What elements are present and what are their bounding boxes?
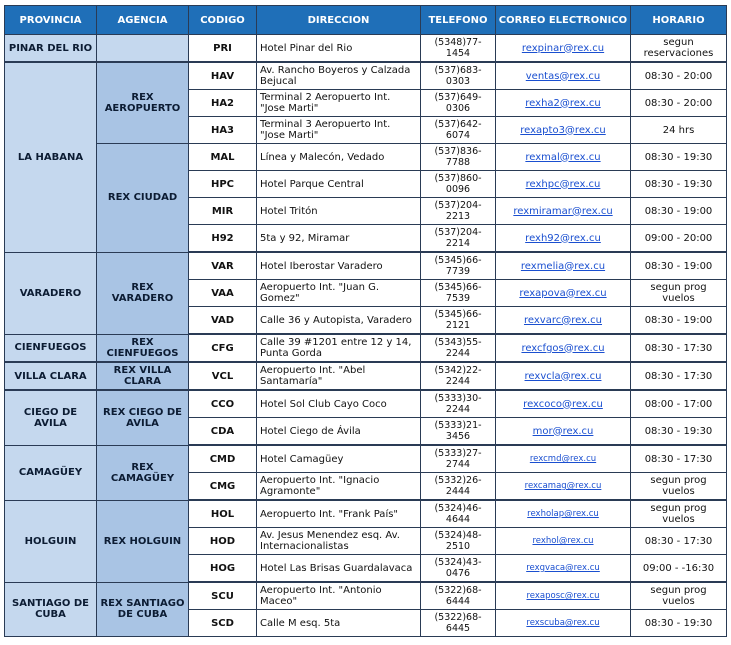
correo-cell	[496, 528, 631, 555]
direccion-cell: Hotel Las Brisas Guardalavaca	[257, 555, 421, 583]
rex-agencies-table	[4, 5, 727, 637]
correo-cell	[496, 473, 631, 501]
email-link[interactable]: rexpinar@rex.cu	[521, 42, 605, 54]
direccion-cell: Aeropuerto Int. "Frank País"	[257, 500, 421, 528]
province-cell: PINAR DEL RIO	[5, 35, 97, 63]
email-link[interactable]: ventas@rex.cu	[525, 70, 601, 82]
telefono-cell: (537)860-0096	[421, 171, 496, 198]
email-link[interactable]: rexmiramar@rex.cu	[513, 205, 613, 217]
telefono-cell: (5348)77-1454	[421, 35, 496, 63]
correo-cell	[496, 252, 631, 280]
email-link[interactable]: rexhol@rex.cu	[532, 536, 594, 546]
correo-cell	[496, 198, 631, 225]
codigo-cell: SCD	[189, 610, 257, 637]
codigo-cell: HAV	[189, 62, 257, 90]
codigo-cell: CDA	[189, 418, 257, 446]
direccion-cell: Hotel Ciego de Ávila	[257, 418, 421, 446]
correo-cell	[496, 418, 631, 446]
email-link[interactable]: rexcmd@rex.cu	[529, 454, 597, 464]
email-link[interactable]: rexmal@rex.cu	[525, 151, 601, 163]
agency-cell: REX AEROPUERTO	[97, 62, 189, 144]
email-link[interactable]: rexcfgos@rex.cu	[521, 342, 605, 354]
direccion-cell: Hotel Camagüey	[257, 445, 421, 473]
codigo-cell: HOD	[189, 528, 257, 555]
agency-cell: REX HOLGUIN	[97, 500, 189, 582]
codigo-cell: HOG	[189, 555, 257, 583]
correo-cell	[496, 610, 631, 637]
horario-cell: 08:30 - 19:30	[631, 144, 727, 171]
province-cell: HOLGUIN	[5, 500, 97, 582]
email-link[interactable]: rexapova@rex.cu	[519, 287, 607, 299]
agency-cell: REX CIENFUEGOS	[97, 334, 189, 362]
codigo-cell: CMG	[189, 473, 257, 501]
email-link[interactable]: rexvarc@rex.cu	[523, 314, 603, 326]
direccion-cell: Hotel Sol Club Cayo Coco	[257, 390, 421, 418]
email-link[interactable]: rexmelia@rex.cu	[520, 260, 606, 272]
telefono-cell: (5324)43-0476	[421, 555, 496, 583]
agency-cell	[97, 35, 189, 63]
telefono-cell: (5322)68-6444	[421, 582, 496, 610]
horario-cell: 24 hrs	[631, 117, 727, 144]
email-link[interactable]: rexha2@rex.cu	[525, 97, 601, 109]
direccion-cell: Calle 36 y Autopista, Varadero	[257, 307, 421, 335]
direccion-cell: Calle M esq. 5ta	[257, 610, 421, 637]
correo-cell	[496, 117, 631, 144]
table-row	[5, 334, 727, 362]
telefono-cell: (5345)66-7739	[421, 252, 496, 280]
header-horario: HORARIO	[631, 6, 727, 35]
direccion-cell: Línea y Malecón, Vedado	[257, 144, 421, 171]
telefono-cell: (537)836-7788	[421, 144, 496, 171]
horario-cell: 08:00 - 17:00	[631, 390, 727, 418]
direccion-cell: Aeropuerto Int. "Juan G. Gomez"	[257, 280, 421, 307]
codigo-cell: CCO	[189, 390, 257, 418]
header-direccion: DIRECCION	[257, 6, 421, 35]
codigo-cell: PRI	[189, 35, 257, 63]
correo-cell	[496, 144, 631, 171]
codigo-cell: MAL	[189, 144, 257, 171]
email-link[interactable]: rexh92@rex.cu	[525, 232, 601, 244]
direccion-cell: Av. Rancho Boyeros y Calzada Bejucal	[257, 62, 421, 90]
email-link[interactable]: rexscuba@rex.cu	[526, 618, 600, 628]
correo-cell	[496, 390, 631, 418]
correo-cell	[496, 35, 631, 63]
email-link[interactable]: rexcoco@rex.cu	[523, 398, 603, 410]
codigo-cell: HA2	[189, 90, 257, 117]
email-link[interactable]: rexapto3@rex.cu	[520, 124, 606, 136]
horario-cell: 08:30 - 19:00	[631, 252, 727, 280]
direccion-cell: Hotel Iberostar Varadero	[257, 252, 421, 280]
email-link[interactable]: rexaposc@rex.cu	[526, 591, 600, 601]
correo-cell	[496, 362, 631, 390]
telefono-cell: (5333)27-2744	[421, 445, 496, 473]
agency-cell: REX CIUDAD	[97, 144, 189, 253]
codigo-cell: VAA	[189, 280, 257, 307]
direccion-cell: Aeropuerto Int. "Ignacio Agramonte"	[257, 473, 421, 501]
horario-cell: segun prog vuelos	[631, 500, 727, 528]
horario-cell: segun prog vuelos	[631, 280, 727, 307]
codigo-cell: CMD	[189, 445, 257, 473]
codigo-cell: VAR	[189, 252, 257, 280]
correo-cell	[496, 62, 631, 90]
telefono-cell: (5333)21-3456	[421, 418, 496, 446]
telefono-cell: (537)649-0306	[421, 90, 496, 117]
telefono-cell: (5345)66-2121	[421, 307, 496, 335]
telefono-cell: (5345)66-7539	[421, 280, 496, 307]
horario-cell: 08:30 - 20:00	[631, 62, 727, 90]
header-correo: CORREO ELECTRONICO	[496, 6, 631, 35]
correo-cell	[496, 171, 631, 198]
table-row	[5, 62, 727, 90]
agency-cell: REX CIEGO DE AVILA	[97, 390, 189, 445]
direccion-cell: Terminal 3 Aeropuerto Int. "Jose Marti"	[257, 117, 421, 144]
table-row	[5, 390, 727, 418]
horario-cell: 08:30 - 19:00	[631, 307, 727, 335]
correo-cell	[496, 280, 631, 307]
horario-cell: 08:30 - 19:30	[631, 171, 727, 198]
table-row	[5, 35, 727, 63]
province-cell: CIENFUEGOS	[5, 334, 97, 362]
correo-cell	[496, 445, 631, 473]
header-provincia: PROVINCIA	[5, 6, 97, 35]
correo-cell	[496, 90, 631, 117]
telefono-cell: (5322)68-6445	[421, 610, 496, 637]
telefono-cell: (5324)46-4644	[421, 500, 496, 528]
agency-cell: REX SANTIAGO DE CUBA	[97, 582, 189, 637]
codigo-cell: SCU	[189, 582, 257, 610]
telefono-cell: (5343)55-2244	[421, 334, 496, 362]
email-link[interactable]: rexvcla@rex.cu	[524, 370, 602, 382]
direccion-cell: Calle 39 #1201 entre 12 y 14, Punta Gorda	[257, 334, 421, 362]
table-row	[5, 500, 727, 528]
agency-cell: REX CAMAGÜEY	[97, 445, 189, 500]
table-row	[5, 582, 727, 610]
correo-cell	[496, 555, 631, 583]
table-row	[5, 445, 727, 473]
codigo-cell: CFG	[189, 334, 257, 362]
telefono-cell: (5333)30-2244	[421, 390, 496, 418]
email-link[interactable]: rexholap@rex.cu	[527, 509, 599, 519]
province-cell: LA HABANA	[5, 62, 97, 252]
agency-cell: REX VARADERO	[97, 252, 189, 334]
telefono-cell: (537)204-2214	[421, 225, 496, 253]
horario-cell: 08:30 - 17:30	[631, 362, 727, 390]
direccion-cell: Aeropuerto Int. "Abel Santamaría"	[257, 362, 421, 390]
horario-cell: 08:30 - 17:30	[631, 334, 727, 362]
horario-cell: 08:30 - 17:30	[631, 528, 727, 555]
province-cell: CIEGO DE AVILA	[5, 390, 97, 445]
correo-cell	[496, 500, 631, 528]
province-cell: SANTIAGO DE CUBA	[5, 582, 97, 637]
province-cell: CAMAGÜEY	[5, 445, 97, 500]
correo-cell	[496, 307, 631, 335]
horario-cell: 09:00 - -16:30	[631, 555, 727, 583]
telefono-cell: (537)204-2213	[421, 198, 496, 225]
telefono-cell: (5324)48-2510	[421, 528, 496, 555]
header-telefono: TELEFONO	[421, 6, 496, 35]
direccion-cell: Hotel Tritón	[257, 198, 421, 225]
agency-cell: REX VILLA CLARA	[97, 362, 189, 390]
direccion-cell: Hotel Pinar del Rio	[257, 35, 421, 63]
horario-cell: 08:30 - 20:00	[631, 90, 727, 117]
email-link[interactable]: rexgvaca@rex.cu	[526, 563, 600, 573]
horario-cell: segun prog vuelos	[631, 473, 727, 501]
direccion-cell: Av. Jesus Menendez esq. Av. Internacionalistas	[257, 528, 421, 555]
horario-cell: segun prog vuelos	[631, 582, 727, 610]
codigo-cell: MIR	[189, 198, 257, 225]
codigo-cell: HA3	[189, 117, 257, 144]
horario-cell: 08:30 - 19:30	[631, 418, 727, 446]
province-cell: VARADERO	[5, 252, 97, 334]
telefono-cell: (537)683-0303	[421, 62, 496, 90]
codigo-cell: HOL	[189, 500, 257, 528]
codigo-cell: H92	[189, 225, 257, 253]
horario-cell: segun reservaciones	[631, 35, 727, 63]
header-row	[5, 6, 727, 35]
header-agencia: AGENCIA	[97, 6, 189, 35]
codigo-cell: HPC	[189, 171, 257, 198]
province-cell: VILLA CLARA	[5, 362, 97, 390]
telefono-cell: (537)642-6074	[421, 117, 496, 144]
horario-cell: 09:00 - 20:00	[631, 225, 727, 253]
email-link[interactable]: mor@rex.cu	[532, 425, 594, 437]
codigo-cell: VCL	[189, 362, 257, 390]
horario-cell: 08:30 - 19:30	[631, 610, 727, 637]
telefono-cell: (5342)22-2244	[421, 362, 496, 390]
horario-cell: 08:30 - 17:30	[631, 445, 727, 473]
email-link[interactable]: rexcamag@rex.cu	[524, 481, 602, 491]
table-row	[5, 144, 727, 171]
correo-cell	[496, 334, 631, 362]
telefono-cell: (5332)26-2444	[421, 473, 496, 501]
direccion-cell: Terminal 2 Aeropuerto Int. "Jose Marti"	[257, 90, 421, 117]
correo-cell	[496, 225, 631, 253]
correo-cell	[496, 582, 631, 610]
direccion-cell: 5ta y 92, Miramar	[257, 225, 421, 253]
table-row	[5, 252, 727, 280]
horario-cell: 08:30 - 19:00	[631, 198, 727, 225]
direccion-cell: Hotel Parque Central	[257, 171, 421, 198]
direccion-cell: Aeropuerto Int. "Antonio Maceo"	[257, 582, 421, 610]
email-link[interactable]: rexhpc@rex.cu	[525, 178, 601, 190]
codigo-cell: VAD	[189, 307, 257, 335]
header-codigo: CODIGO	[189, 6, 257, 35]
table-row	[5, 362, 727, 390]
